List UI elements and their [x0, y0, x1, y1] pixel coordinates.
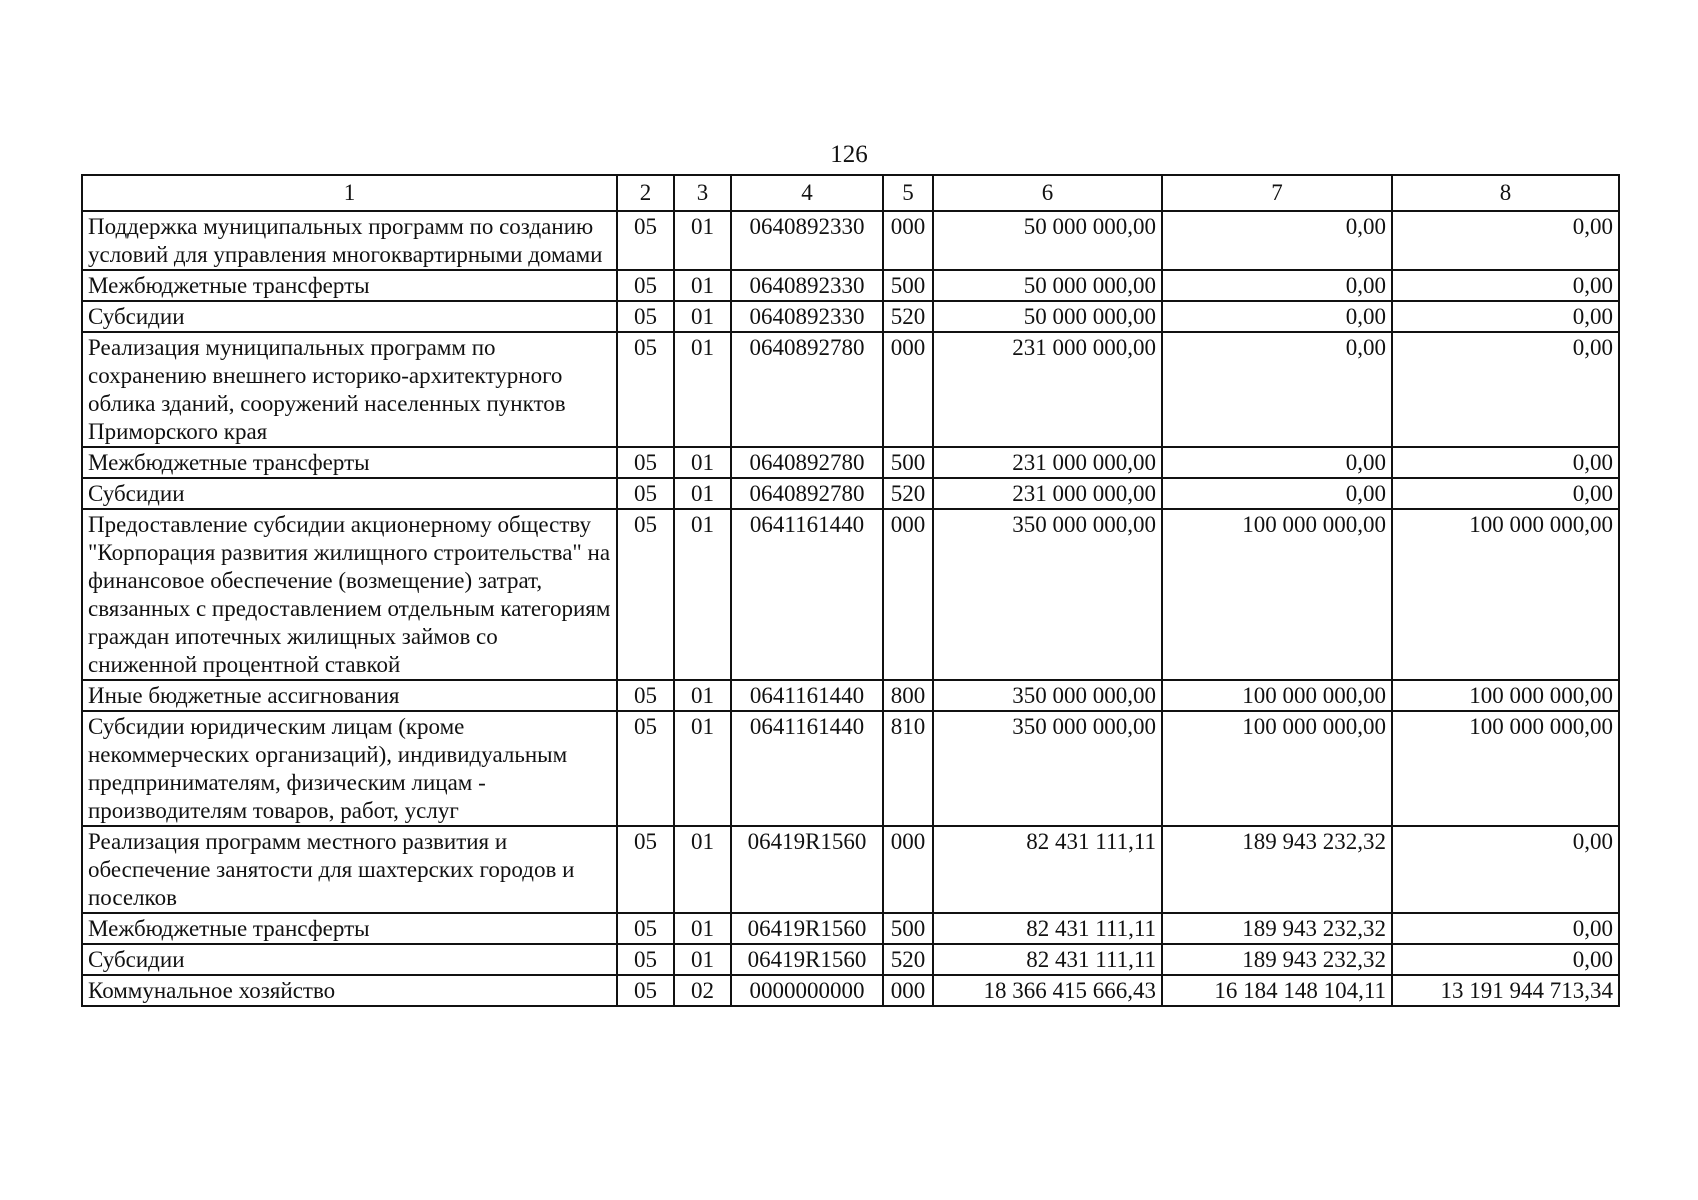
- target-article-code: 0641161440: [731, 509, 883, 680]
- amount-col-6: 350 000 000,00: [933, 711, 1162, 826]
- amount-col-8: 0,00: [1392, 211, 1619, 270]
- header-row: [82, 175, 1619, 211]
- row-name: Межбюджетные трансферты: [82, 270, 617, 301]
- expense-type-code: 520: [883, 944, 933, 975]
- table-row: [82, 680, 1619, 711]
- expense-type-code: 500: [883, 270, 933, 301]
- row-name: Субсидии: [82, 478, 617, 509]
- table-row: [82, 447, 1619, 478]
- amount-col-6: 231 000 000,00: [933, 478, 1162, 509]
- target-article-code: 0641161440: [731, 711, 883, 826]
- subsection-code: 01: [674, 680, 731, 711]
- section-code: 05: [617, 944, 674, 975]
- expense-type-code: 520: [883, 301, 933, 332]
- section-code: 05: [617, 509, 674, 680]
- amount-col-6: 82 431 111,11: [933, 826, 1162, 913]
- expense-type-code: 000: [883, 826, 933, 913]
- subsection-code: 01: [674, 211, 731, 270]
- table-row: [82, 211, 1619, 270]
- amount-col-6: 350 000 000,00: [933, 509, 1162, 680]
- row-name: Предоставление субсидии акционерному обществу "Корпорация развития жилищного строительства" на финансовое обеспечение (возмещение) затрат, связанных с предоставлением отдельным категориям граждан ипотечных жилищных займов со сниженной процентной ставкой: [82, 509, 617, 680]
- amount-col-7: 100 000 000,00: [1162, 509, 1392, 680]
- header-col-3: 3: [674, 175, 731, 211]
- amount-col-7: 189 943 232,32: [1162, 826, 1392, 913]
- section-code: 05: [617, 975, 674, 1006]
- amount-col-7: 100 000 000,00: [1162, 680, 1392, 711]
- header-col-1: 1: [82, 175, 617, 211]
- target-article-code: 0000000000: [731, 975, 883, 1006]
- section-code: 05: [617, 826, 674, 913]
- subsection-code: 01: [674, 301, 731, 332]
- expense-type-code: 000: [883, 211, 933, 270]
- amount-col-6: 18 366 415 666,43: [933, 975, 1162, 1006]
- expense-type-code: 000: [883, 975, 933, 1006]
- table-row: [82, 332, 1619, 447]
- target-article-code: 0640892780: [731, 332, 883, 447]
- target-article-code: 06419R1560: [731, 826, 883, 913]
- section-code: 05: [617, 680, 674, 711]
- amount-col-7: 0,00: [1162, 211, 1392, 270]
- amount-col-7: 0,00: [1162, 447, 1392, 478]
- amount-col-8: 100 000 000,00: [1392, 680, 1619, 711]
- header-col-7: 7: [1162, 175, 1392, 211]
- target-article-code: 0640892780: [731, 478, 883, 509]
- amount-col-7: 100 000 000,00: [1162, 711, 1392, 826]
- section-code: 05: [617, 711, 674, 826]
- amount-col-6: 82 431 111,11: [933, 944, 1162, 975]
- section-code: 05: [617, 211, 674, 270]
- target-article-code: 0640892330: [731, 270, 883, 301]
- header-col-6: 6: [933, 175, 1162, 211]
- row-name: Реализация муниципальных программ по сохранению внешнего историко-архитектурного облика зданий, сооружений населенных пунктов Приморского края: [82, 332, 617, 447]
- subsection-code: 01: [674, 509, 731, 680]
- expense-type-code: 500: [883, 913, 933, 944]
- amount-col-8: 100 000 000,00: [1392, 509, 1619, 680]
- subsection-code: 01: [674, 270, 731, 301]
- header-col-4: 4: [731, 175, 883, 211]
- amount-col-7: 0,00: [1162, 301, 1392, 332]
- expense-type-code: 000: [883, 509, 933, 680]
- amount-col-6: 50 000 000,00: [933, 270, 1162, 301]
- amount-col-8: 0,00: [1392, 447, 1619, 478]
- amount-col-8: 0,00: [1392, 301, 1619, 332]
- section-code: 05: [617, 478, 674, 509]
- expense-type-code: 800: [883, 680, 933, 711]
- subsection-code: 01: [674, 447, 731, 478]
- header-col-8: 8: [1392, 175, 1619, 211]
- target-article-code: 06419R1560: [731, 944, 883, 975]
- table-row: [82, 913, 1619, 944]
- amount-col-8: 0,00: [1392, 332, 1619, 447]
- subsection-code: 02: [674, 975, 731, 1006]
- section-code: 05: [617, 447, 674, 478]
- amount-col-8: 13 191 944 713,34: [1392, 975, 1619, 1006]
- amount-col-6: 231 000 000,00: [933, 332, 1162, 447]
- row-name: Иные бюджетные ассигнования: [82, 680, 617, 711]
- amount-col-7: 0,00: [1162, 270, 1392, 301]
- subsection-code: 01: [674, 478, 731, 509]
- expense-type-code: 520: [883, 478, 933, 509]
- row-name: Поддержка муниципальных программ по созданию условий для управления многоквартирными домами: [82, 211, 617, 270]
- target-article-code: 0640892780: [731, 447, 883, 478]
- header-col-2: 2: [617, 175, 674, 211]
- amount-col-6: 231 000 000,00: [933, 447, 1162, 478]
- expense-type-code: 810: [883, 711, 933, 826]
- expense-type-code: 500: [883, 447, 933, 478]
- row-name: Субсидии: [82, 944, 617, 975]
- table-row: [82, 478, 1619, 509]
- amount-col-7: 189 943 232,32: [1162, 944, 1392, 975]
- row-name: Межбюджетные трансферты: [82, 447, 617, 478]
- table-row: [82, 826, 1619, 913]
- row-name: Реализация программ местного развития и обеспечение занятости для шахтерских городов и поселков: [82, 826, 617, 913]
- amount-col-6: 82 431 111,11: [933, 913, 1162, 944]
- table-row: [82, 711, 1619, 826]
- amount-col-7: 0,00: [1162, 332, 1392, 447]
- amount-col-7: 16 184 148 104,11: [1162, 975, 1392, 1006]
- section-code: 05: [617, 270, 674, 301]
- section-code: 05: [617, 332, 674, 447]
- table-row: [82, 509, 1619, 680]
- target-article-code: 0640892330: [731, 211, 883, 270]
- table-row: [82, 270, 1619, 301]
- amount-col-6: 50 000 000,00: [933, 301, 1162, 332]
- amount-col-7: 0,00: [1162, 478, 1392, 509]
- subsection-code: 01: [674, 711, 731, 826]
- amount-col-6: 350 000 000,00: [933, 680, 1162, 711]
- subsection-code: 01: [674, 332, 731, 447]
- row-name: Субсидии: [82, 301, 617, 332]
- table-row: [82, 975, 1619, 1006]
- section-code: 05: [617, 301, 674, 332]
- row-name: Межбюджетные трансферты: [82, 913, 617, 944]
- table-row: [82, 944, 1619, 975]
- target-article-code: 06419R1560: [731, 913, 883, 944]
- table-row: [82, 301, 1619, 332]
- amount-col-6: 50 000 000,00: [933, 211, 1162, 270]
- row-name: Субсидии юридическим лицам (кроме некоммерческих организаций), индивидуальным предпринимателям, физическим лицам - производителям товаров, работ, услуг: [82, 711, 617, 826]
- amount-col-8: 0,00: [1392, 270, 1619, 301]
- amount-col-8: 0,00: [1392, 944, 1619, 975]
- page-number: 126: [830, 141, 868, 168]
- amount-col-8: 0,00: [1392, 478, 1619, 509]
- section-code: 05: [617, 913, 674, 944]
- amount-col-8: 0,00: [1392, 826, 1619, 913]
- target-article-code: 0640892330: [731, 301, 883, 332]
- row-name: Коммунальное хозяйство: [82, 975, 617, 1006]
- budget-table: [81, 174, 1620, 1007]
- subsection-code: 01: [674, 913, 731, 944]
- subsection-code: 01: [674, 944, 731, 975]
- amount-col-8: 100 000 000,00: [1392, 711, 1619, 826]
- amount-col-7: 189 943 232,32: [1162, 913, 1392, 944]
- expense-type-code: 000: [883, 332, 933, 447]
- header-col-5: 5: [883, 175, 933, 211]
- target-article-code: 0641161440: [731, 680, 883, 711]
- amount-col-8: 0,00: [1392, 913, 1619, 944]
- subsection-code: 01: [674, 826, 731, 913]
